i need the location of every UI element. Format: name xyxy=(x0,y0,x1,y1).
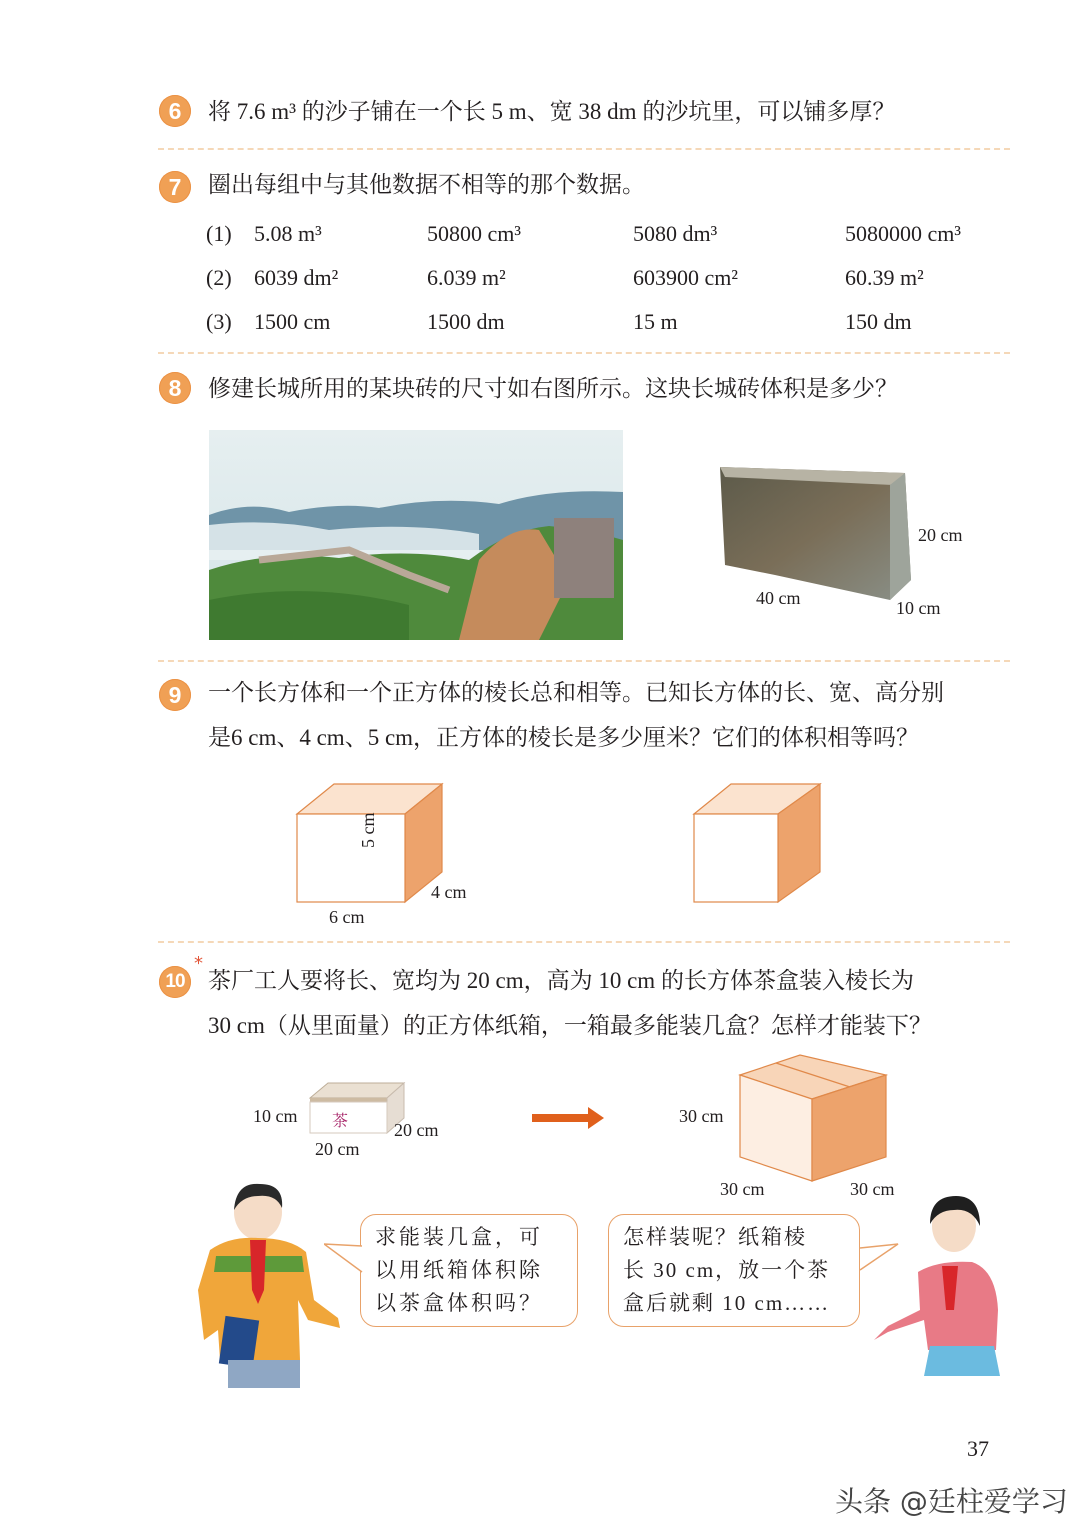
bubble-line: 长 30 cm，放一个茶 xyxy=(623,1258,831,1282)
brick-height-label: 20 cm xyxy=(918,525,963,545)
boy-character-illustration xyxy=(190,1180,360,1390)
bubble-line: 求能装几盒，可 xyxy=(375,1225,543,1249)
table-cell[interactable]: 1500 cm xyxy=(254,309,331,334)
source-watermark: 头条 @廷柱爱学习 xyxy=(835,1485,1068,1518)
girl-character-illustration xyxy=(868,1190,1008,1380)
great-wall-photo xyxy=(209,430,623,640)
tea-box-width-label: 20 cm xyxy=(394,1120,439,1140)
question-9-text-line-2: 是6 cm、4 cm、5 cm，正方体的棱长是多少厘米？它们的体积相等吗？ xyxy=(208,725,920,750)
table-cell[interactable]: 50800 cm³ xyxy=(427,221,521,246)
table-cell[interactable]: 150 dm xyxy=(845,309,912,334)
row-label: (2) xyxy=(206,265,232,290)
divider xyxy=(158,660,1010,662)
tea-box-label: 茶 xyxy=(332,1111,349,1130)
carton-height-label: 30 cm xyxy=(679,1106,724,1126)
table-cell[interactable]: 5.08 m³ xyxy=(254,221,322,246)
question-7-text: 圈出每组中与其他数据不相等的那个数据。 xyxy=(208,172,645,197)
question-10-text-line-1: 茶厂工人要将长、宽均为 20 cm，高为 10 cm 的长方体茶盒装入棱长为 xyxy=(208,968,914,993)
boy-speech-bubble xyxy=(360,1214,578,1327)
brick-width-label: 10 cm xyxy=(896,598,941,618)
cuboid-height-label: 5 cm xyxy=(358,812,378,848)
tea-box-figure xyxy=(309,1082,407,1134)
divider xyxy=(158,148,1010,150)
question-number-badge: 6 xyxy=(159,95,191,127)
girl-speech-bubble xyxy=(608,1214,860,1327)
table-cell[interactable]: 5080 dm³ xyxy=(633,221,718,246)
cuboid-width-label: 4 cm xyxy=(431,882,467,902)
question-number-badge: 7 xyxy=(159,171,191,203)
carton-length-label: 30 cm xyxy=(720,1179,765,1199)
row-label: (1) xyxy=(206,221,232,246)
table-cell[interactable]: 5080000 cm³ xyxy=(845,221,961,246)
divider xyxy=(158,352,1010,354)
carton-width-label: 30 cm xyxy=(850,1179,895,1199)
table-cell[interactable]: 15 m xyxy=(633,309,678,334)
table-cell[interactable]: 6039 dm² xyxy=(254,265,339,290)
divider xyxy=(158,941,1010,943)
question-9-text-line-1: 一个长方体和一个正方体的棱长总和相等。已知长方体的长、宽、高分别 xyxy=(208,680,944,705)
carton-box-figure xyxy=(738,1053,888,1183)
table-cell[interactable]: 6.039 m² xyxy=(427,265,506,290)
cuboid-length-label: 6 cm xyxy=(329,907,365,927)
bubble-tail xyxy=(324,1240,364,1285)
tea-box-height-label: 10 cm xyxy=(253,1106,298,1126)
brick-length-label: 40 cm xyxy=(756,588,801,608)
question-10-text-line-2: 30 cm（从里面量）的正方体纸箱，一箱最多能装几盒？怎样才能装下？ xyxy=(208,1013,932,1038)
brick-figure xyxy=(715,455,915,605)
page-number: 37 xyxy=(967,1436,989,1461)
table-cell[interactable]: 60.39 m² xyxy=(845,265,924,290)
table-cell[interactable]: 603900 cm² xyxy=(633,265,738,290)
bubble-line: 以用纸箱体积除 xyxy=(375,1258,543,1282)
question-8-text: 修建长城所用的某块砖的尺寸如右图所示。这块长城砖体积是多少？ xyxy=(208,376,898,401)
bubble-line: 以茶盒体积吗？ xyxy=(375,1291,543,1315)
cube-figure xyxy=(692,782,822,904)
table-cell[interactable]: 1500 dm xyxy=(427,309,505,334)
question-number-badge: 9 xyxy=(159,679,191,711)
bubble-line: 盒后就剩 10 cm…… xyxy=(623,1291,831,1315)
challenge-star: * xyxy=(194,953,203,974)
tea-box-length-label: 20 cm xyxy=(315,1139,360,1159)
question-6-text: 将 7.6 m³ 的沙子铺在一个长 5 m、宽 38 dm 的沙坑里，可以铺多厚？ xyxy=(208,99,896,124)
row-label: (3) xyxy=(206,309,232,334)
arrow-right-icon xyxy=(532,1107,604,1134)
question-number-badge: 10 xyxy=(159,966,191,998)
bubble-line: 怎样装呢？纸箱棱 xyxy=(623,1225,807,1249)
question-number-badge: 8 xyxy=(159,372,191,404)
